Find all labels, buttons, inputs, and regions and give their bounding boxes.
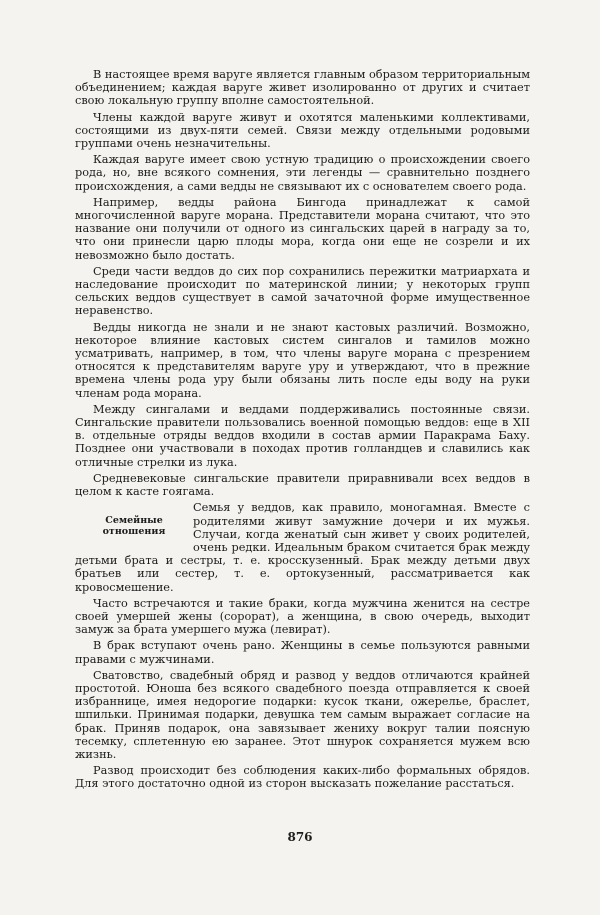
paragraph: Часто встречаются и такие браки, когда мужчина женится на сестре своей умершей жены (сорорат), а женщина, в свою очередь, выходит замуж за брата умершего мужа (левират).: [75, 596, 530, 637]
paragraph: Среди части веддов до сих пор сохранились пережитки матриархата и наследование происходит по материнской линии; у некоторых групп сельских веддов существует в самой зачаточной форме имущественное неравенство.: [75, 264, 530, 318]
paragraph: Ведды никогда не знали и не знают кастовых различий. Возможно, некоторое влияние кастовых систем сингалов и тамилов можно усматривать, например, в том, что члены варуге морана с презрением относятся к представителям варуге уру и утверждают, что в прежние времена члены рода уру были обязаны лить после еды воду на руки членам рода морана.: [75, 320, 530, 400]
paragraph: Между сингалами и веддами поддерживались постоянные связи. Сингальские правители пользовались военной помощью веддов: еще в XII в. отдельные отряды веддов входили в состав армии Паракрама Баху. Позднее они участвовали в походах против голландцев и славились как отличные стрелки из лука.: [75, 402, 530, 469]
margin-heading-line: отношения: [102, 526, 166, 538]
paragraph: Развод происходит без соблюдения каких-либо формальных обрядов. Для этого достаточно одной из сторон высказать пожелание расстаться.: [75, 764, 530, 791]
paragraph: Например, ведды района Бингода принадлежат к самой многочисленной варуге морана. Представители морана считают, что это название они получили от одного из сингальских царей в награду за то, что они принесли царю плоды мора, когда они еще не созрели и их невозможно было достать.: [75, 195, 530, 262]
paragraph: В брак вступают очень рано. Женщины в семье пользуются равными правами с мужчинами.: [75, 639, 530, 666]
paragraph: Сватовство, свадебный обряд и развод у веддов отличаются крайней простотой. Юноша без всякого свадебного поезда отправляется к своей избраннице, имея недорогие подарки: кусок ткани, ожерелье, браслет, шпильки. Принимая подарки, девушка тем самым выражает согласие на брак. Приняв подарок, она завязывает жениху вокруг талии поясную тесемку, сплетенную ею заранее. Этот шнурок сохраняется мужем всю жизнь.: [75, 668, 530, 761]
margin-heading: [75, 515, 193, 537]
paragraph: Семья у веддов, как правило, моногамная. Вместе с родителями живут замужние дочери и их мужья. Случаи, когда женатый сын живет у своих родителей, очень редки. Идеальным браком считается брак между детьми брата и сестры, т. е. кросскузенный. Брак между детьми двух братьев или сестер, т. е. ортокузенный, рассматривается как кровосмешение.: [75, 501, 530, 594]
paragraph: Средневековые сингальские правители приравнивали всех веддов в целом к касте гоягама.: [75, 471, 530, 499]
page-body: [75, 68, 530, 794]
margin-heading-line: Семейные: [105, 515, 163, 527]
paragraph: Каждая варуге имеет свою устную традицию о происхождении своего рода, но, вне всякого сомнения, эти легенды — сравнительно позднего происхождения, а сами ведды не связывают их с основателем своего рода.: [75, 153, 530, 193]
page-number: 876: [287, 830, 313, 844]
paragraph: Члены каждой варуге живут и охотятся маленькими коллективами, состоящими из двух-пяти семей. Связи между отдельными родовыми группами очень незначительны.: [75, 110, 530, 151]
paragraph: В настоящее время варуге является главным образом территориальным объединением; каждая варуге живет изолированно от других и считает свою локальную группу вполне самостоятельной.: [75, 68, 530, 108]
